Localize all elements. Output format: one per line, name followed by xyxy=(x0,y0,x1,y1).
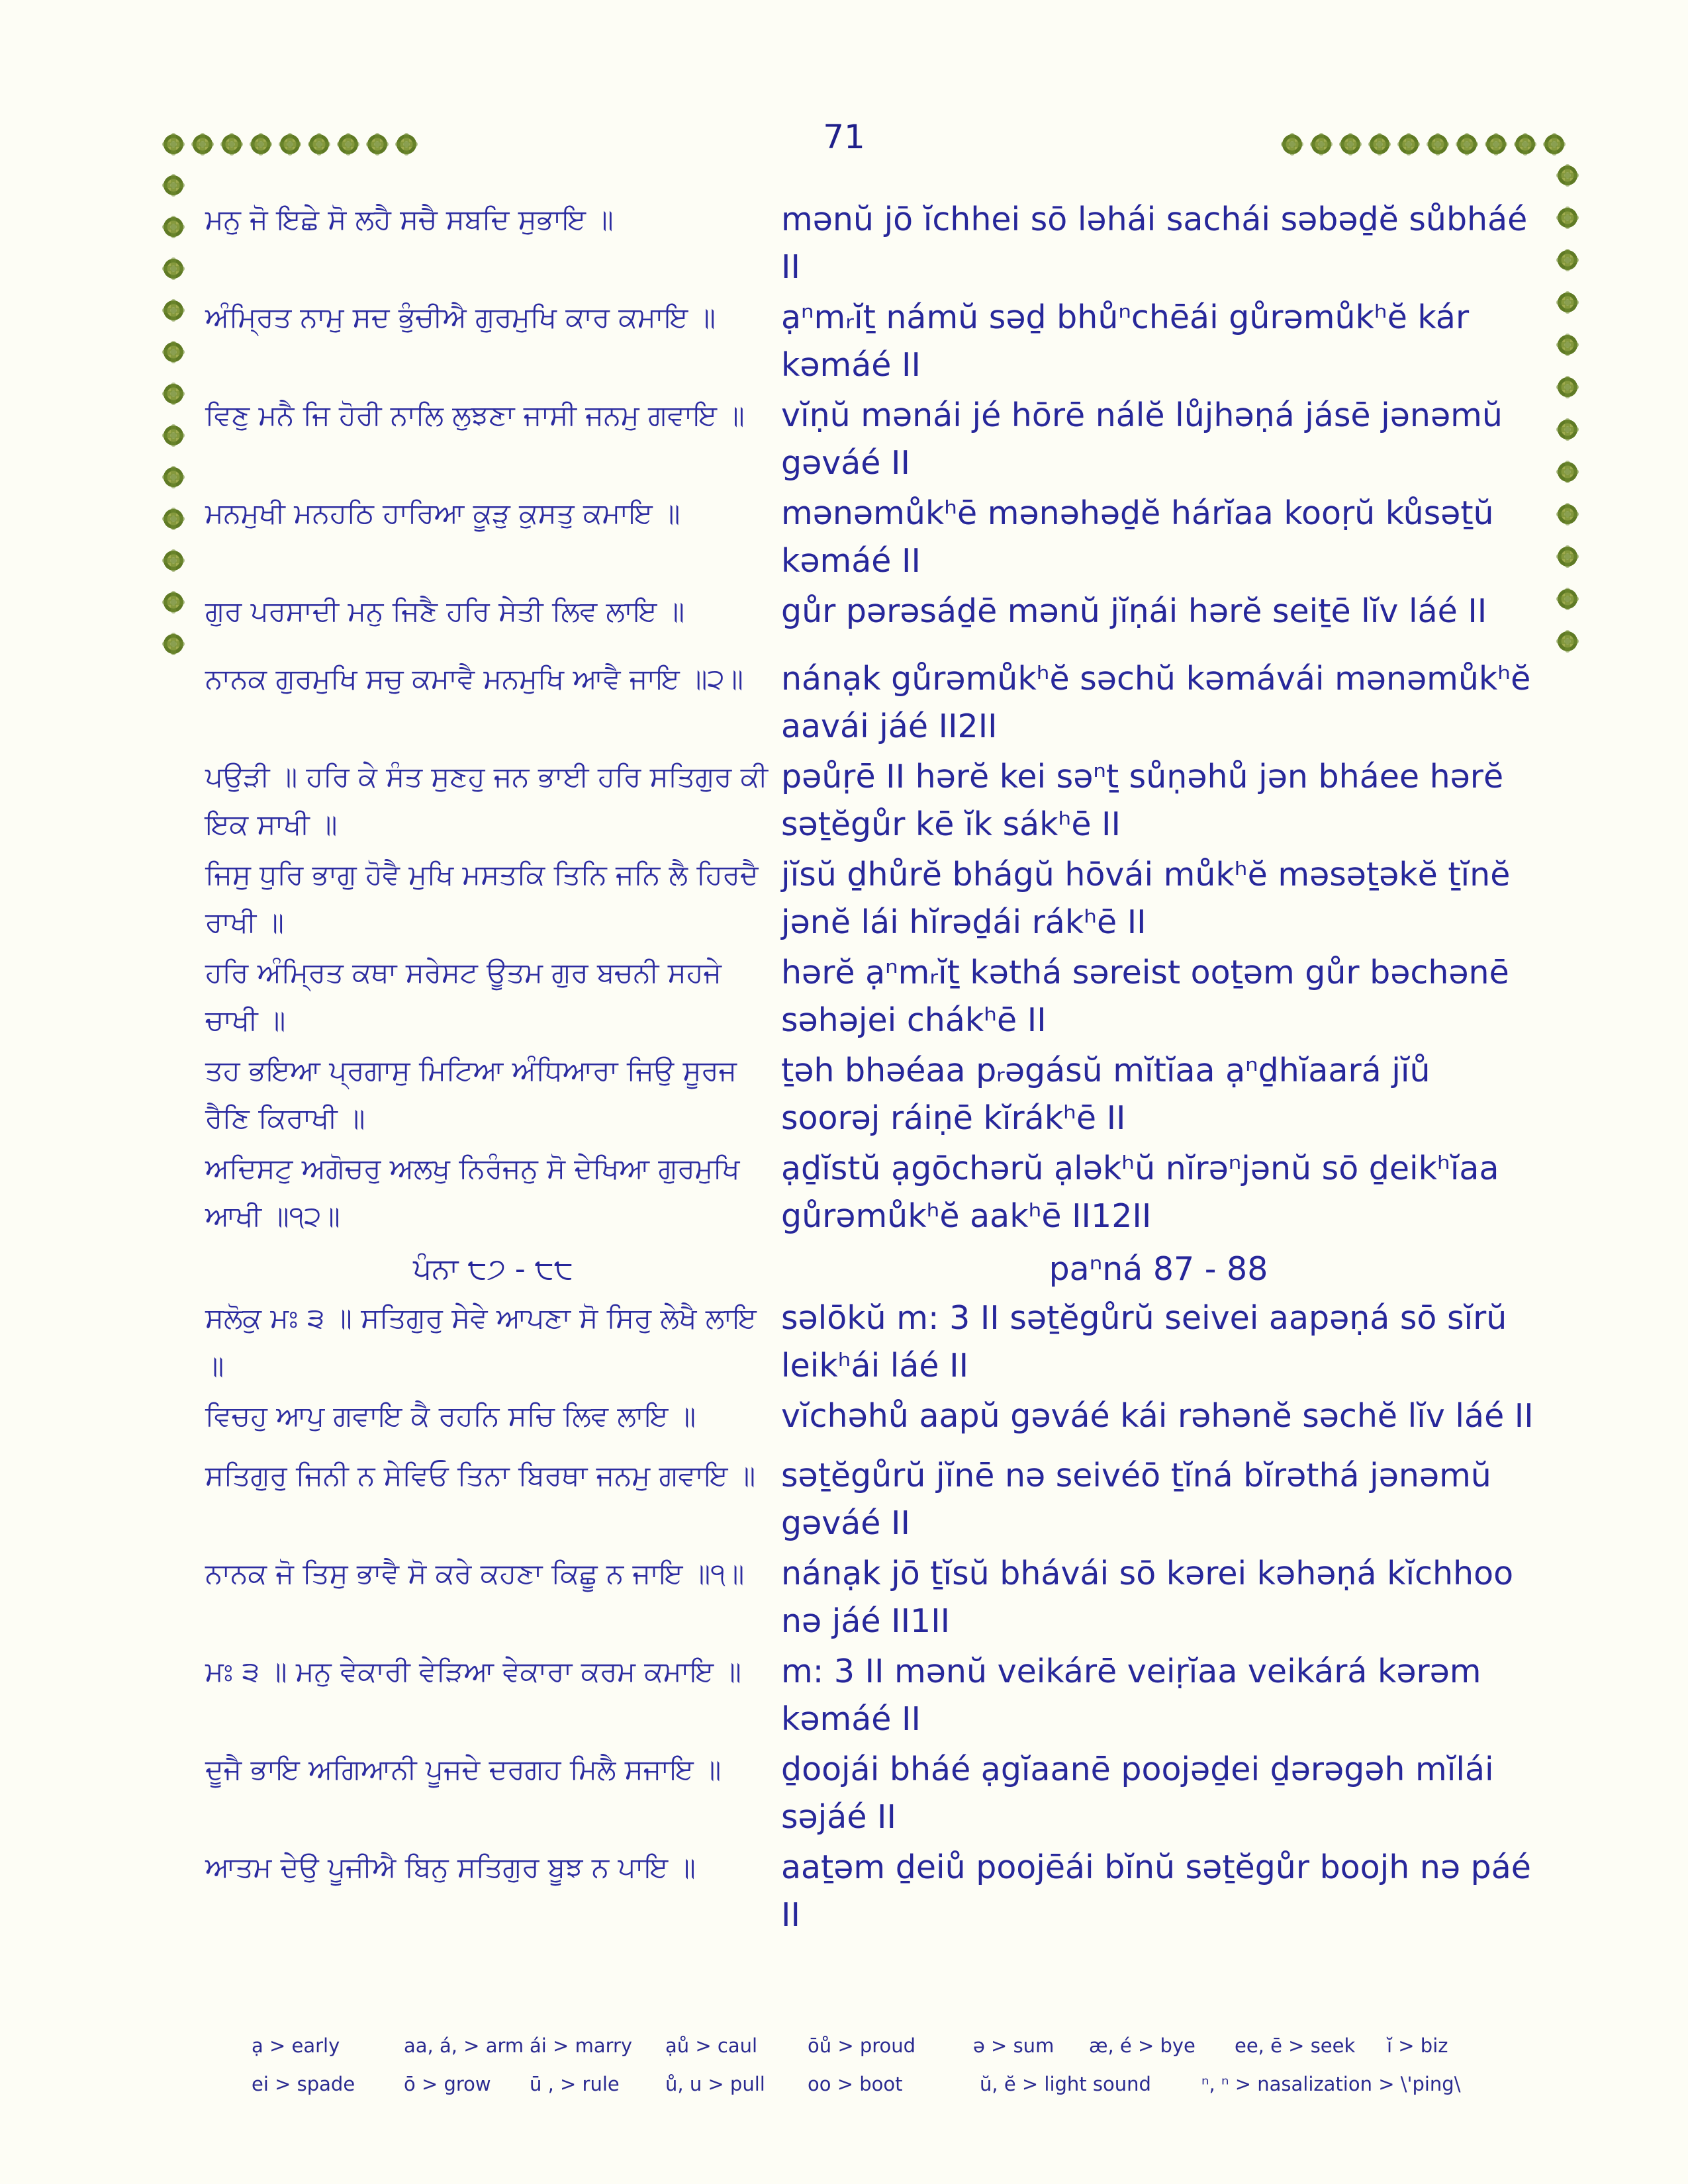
verse-row xyxy=(205,1550,1542,1648)
legend-item: ⁿ, ⁿ > nasalization > \'ping\ xyxy=(1201,2073,1461,2095)
verse-transliteration: vĭṇŭ mənái jé hōrē nálĕ lůjhəṇá jásē jənəmŭ gəváé II xyxy=(781,396,1503,482)
verse-transliteration: səlōkŭ m: 3 II səṯĕgůrŭ seivei aapəṇá sō sĭrŭ leikʰái láé II xyxy=(781,1299,1507,1385)
flower-ornament-icon xyxy=(164,551,183,570)
verse-transliteration: ḏoojái bháé ạgĭaanē poojəḏei ḏərəgəh mĭlái səjáé II xyxy=(781,1751,1494,1836)
page-number: 71 xyxy=(823,118,865,156)
verse-gurmukhi: ਗੁਰ ਪਰਸਾਦੀ ਮਨੁ ਜਿਣੈ ਹਰਿ ਸੇਤੀ ਲਿਵ ਲਾਇ ॥ xyxy=(205,595,685,627)
verse-gurmukhi: ਵਿਣੁ ਮਨੈ ਜਿ ਹੋਰੀ ਨਾਲਿ ਲੁਝਣਾ ਜਾਸੀ ਜਨਮੁ ਗਵਾਇ ॥ xyxy=(205,399,745,432)
flower-ornament-icon xyxy=(309,134,329,154)
flower-ornament-icon xyxy=(1544,134,1564,154)
flower-ornament-icon xyxy=(1558,165,1577,185)
verse-transliteration: səṯĕgůrŭ jĭnē nə seivéō ṯĭná bĭrəthá jənəmŭ gəváé II xyxy=(781,1457,1491,1542)
flower-ornament-icon xyxy=(1558,589,1577,609)
flower-ornament-icon xyxy=(1515,134,1535,154)
verse-row xyxy=(205,1145,1542,1243)
legend-item: ə > sum xyxy=(973,2034,1055,2057)
flower-ornament-icon xyxy=(280,134,300,154)
flower-ornament-icon xyxy=(1558,504,1577,524)
flower-ornament-icon xyxy=(164,384,183,404)
flower-ornament-icon xyxy=(1486,134,1506,154)
flower-ornament-icon xyxy=(164,467,183,487)
flower-ornament-icon xyxy=(1370,134,1389,154)
verse-gurmukhi: ਤਹ ਭਇਆ ਪ੍ਰਗਾਸੁ ਮਿਟਿਆ ਅੰਧਿਆਰਾ ਜਿਉ ਸੂਰਜ ਰੈਣਿ ਕਿਰਾਖੀ ॥ xyxy=(205,1054,737,1134)
flower-ornament-icon xyxy=(338,134,358,154)
verse-transliteration: mənŭ jō ĭchhei sō ləhái sachái səbəḏĕ sůbháé II xyxy=(781,201,1528,286)
verse-row xyxy=(205,1295,1542,1392)
flower-ornament-icon xyxy=(164,509,183,529)
verse-transliteration: m: 3 II mənŭ veikárē veiṛĭaa veikárá kərəm kəmáé II xyxy=(781,1653,1481,1738)
verse-row xyxy=(205,1746,1542,1844)
verse-transliteration: hərĕ ạⁿmᵣĭṯ kəthá səreist ooṯəm gůr bəchənē səhəjei chákʰē II xyxy=(781,954,1509,1039)
verse-row xyxy=(205,294,1542,392)
verse-gurmukhi: ਪਉੜੀ ॥ ਹਰਿ ਕੇ ਸੰਤ ਸੁਣਹੁ ਜਨ ਭਾਈ ਹਰਿ ਸਤਿਗੁਰ ਕੀ ਇਕ ਸਾਖੀ ॥ xyxy=(205,760,768,841)
legend-item: ū , > rule xyxy=(530,2073,620,2095)
heading-gurmukhi: ਪੰਨਾ ੮੭ - ੮੮ xyxy=(413,1251,573,1286)
flower-ornament-icon xyxy=(164,217,183,237)
flower-ornament-icon xyxy=(1428,134,1448,154)
flower-ornament-icon xyxy=(1282,134,1302,154)
legend-item: ĭ > biz xyxy=(1387,2034,1448,2057)
flower-ornament-icon xyxy=(1340,134,1360,154)
verse-transliteration: ṯəh bhəéaa pᵣəgásŭ mĭtĭaa ạⁿḏhĭaará jĭů soorəj ráiṇē kĭrákʰē II xyxy=(781,1052,1430,1137)
flower-ornament-icon xyxy=(164,592,183,612)
legend-item: ei > spade xyxy=(252,2073,355,2095)
pronunciation-legend xyxy=(252,2026,1509,2103)
verse-content xyxy=(205,196,1542,1942)
legend-item: ạ > early xyxy=(252,2034,340,2057)
verse-gurmukhi: ਵਿਚਹੁ ਆਪੁ ਗਵਾਇ ਕੈ ਰਹਨਿ ਸਚਿ ਲਿਵ ਲਾਇ ॥ xyxy=(205,1400,696,1432)
verse-row xyxy=(205,1452,1542,1550)
verse-row xyxy=(205,949,1542,1047)
verse-transliteration: ạⁿmᵣĭṯ námŭ səḏ bhůⁿchēái gůrəmůkʰĕ kár kəmáé II xyxy=(781,298,1470,384)
flower-ornament-icon xyxy=(164,634,183,654)
flower-ornament-icon xyxy=(1457,134,1477,154)
verses-block xyxy=(205,1295,1542,1942)
verse-gurmukhi: ਜਿਸੁ ਧੁਰਿ ਭਾਗੁ ਹੋਵੈ ਮੁਖਿ ਮਸਤਕਿ ਤਿਨਿ ਜਨਿ ਲੈ ਹਿਰਦੈ ਰਾਖੀ ॥ xyxy=(205,858,759,938)
verse-transliteration: nánạk gůrəmůkʰĕ səchŭ kəmávái mənəmůkʰĕ aavái jáé II2II xyxy=(781,660,1531,745)
verse-transliteration: gůr pərəsáḏē mənŭ jĭṇái hərĕ seiṯē lĭv láé II xyxy=(781,592,1487,630)
verse-row xyxy=(205,753,1542,851)
legend-item: ạů > caul xyxy=(665,2034,758,2057)
verse-gurmukhi: ਹਰਿ ਅੰਮ੍ਰਿਤ ਕਥਾ ਸਰੇਸਟ ਊਤਮ ਗੁਰ ਬਚਨੀ ਸਹਜੇ ਚਾਖੀ ॥ xyxy=(205,956,722,1036)
verse-gurmukhi: ਮਃ ੩ ॥ ਮਨੁ ਵੇਕਾਰੀ ਵੇੜਿਆ ਵੇਕਾਰਾ ਕਰਮ ਕਮਾਇ ॥ xyxy=(205,1655,741,1688)
verse-transliteration: ạḏĭstŭ ạgōchərŭ ạləkʰŭ nĭrəⁿjənŭ sō ḏeikʰĭaa gůrəmůkʰĕ aakʰē II12II xyxy=(781,1150,1499,1235)
verse-row xyxy=(205,588,1542,655)
flower-ornament-icon xyxy=(222,134,242,154)
flower-ornament-icon xyxy=(164,175,183,195)
legend-row xyxy=(252,2065,1509,2103)
verse-row xyxy=(205,1047,1542,1145)
verse-gurmukhi: ਅੰਮ੍ਰਿਤ ਨਾਮੁ ਸਦ ਭੁੰਚੀਐ ਗੁਰਮੁਖਿ ਕਾਰ ਕਮਾਇ ॥ xyxy=(205,301,716,334)
flower-ornament-icon xyxy=(397,134,416,154)
flower-ornament-icon xyxy=(1311,134,1331,154)
verse-row xyxy=(205,851,1542,949)
verse-row xyxy=(205,1648,1542,1746)
verse-transliteration: aaṯəm ḏeiů poojēái bĭnŭ səṯĕgůr boojh nə páé II xyxy=(781,1848,1531,1934)
verse-gurmukhi: ਆਤਮ ਦੇਉ ਪੂਜੀਐ ਬਿਨੁ ਸਤਿਗੁਰ ਬੂਝ ਨ ਪਾਇ ॥ xyxy=(205,1851,696,1884)
verse-transliteration: mənəmůkʰē mənəhəḏĕ hárĭaa kooṛŭ kůsəṯŭ kəmáé II xyxy=(781,494,1494,580)
verse-transliteration: nánạk jō ṯĭsŭ bhávái sō kərei kəhəṇá kĭchhoo nə jáé II1II xyxy=(781,1555,1514,1640)
flower-ornament-icon xyxy=(1558,462,1577,482)
legend-item: ō > grow xyxy=(404,2073,491,2095)
legend-item: ů, u > pull xyxy=(665,2073,765,2095)
verse-gurmukhi: ਨਾਨਕ ਗੁਰਮੁਖਿ ਸਚੁ ਕਮਾਵੈ ਮਨਮੁਖਿ ਆਵੈ ਜਾਇ ॥੨॥ xyxy=(205,662,743,695)
flower-ornament-icon xyxy=(193,134,212,154)
verse-row xyxy=(205,490,1542,588)
flower-ornament-icon xyxy=(1558,547,1577,567)
verse-gurmukhi: ਦੂਜੈ ਭਾਇ ਅਗਿਆਨੀ ਪੂਜਦੇ ਦਰਗਹ ਮਿਲੈ ਸਜਾਇ ॥ xyxy=(205,1753,722,1786)
legend-item: oo > boot xyxy=(808,2073,903,2095)
legend-item: æ, é > bye xyxy=(1089,2034,1196,2057)
flower-ornament-icon xyxy=(1399,134,1419,154)
flower-ornament-icon xyxy=(1558,250,1577,270)
heading-translit: paⁿná 87 - 88 xyxy=(1049,1250,1268,1288)
page-range-heading xyxy=(205,1243,1542,1295)
legend-row xyxy=(252,2026,1509,2065)
flower-ornament-icon xyxy=(1558,208,1577,228)
legend-item: ōů > proud xyxy=(808,2034,916,2057)
flower-ornament-icon xyxy=(1558,293,1577,312)
legend-item: ee, ē > seek xyxy=(1235,2034,1356,2057)
legend-item: ŭ, ĕ > light sound xyxy=(980,2073,1151,2095)
flower-ornament-icon xyxy=(251,134,271,154)
flower-ornament-icon xyxy=(1558,631,1577,651)
verse-row xyxy=(205,196,1542,294)
verses-block xyxy=(205,196,1542,1243)
flower-ornament-icon xyxy=(164,426,183,445)
flower-ornament-icon xyxy=(164,259,183,279)
flower-ornament-icon xyxy=(164,300,183,320)
verse-row xyxy=(205,1844,1542,1942)
verse-transliteration: pəůṛē II hərĕ kei səⁿṯ sůṇəhů jən bháee hərĕ səṯĕgůr kē ĭk sákʰē II xyxy=(781,758,1504,843)
legend-item: aa, á, > arm xyxy=(404,2034,524,2057)
flower-ornament-icon xyxy=(1558,420,1577,439)
verse-gurmukhi: ਮਨਮੁਖੀ ਮਨਹਠਿ ਹਾਰਿਆ ਕੂੜੁ ਕੁਸਤੁ ਕਮਾਇ ॥ xyxy=(205,497,680,529)
verse-row xyxy=(205,1392,1542,1452)
legend-item: ái > marry xyxy=(530,2034,633,2057)
verse-gurmukhi: ਸਤਿਗੁਰੁ ਜਿਨੀ ਨ ਸੇਵਿਓ ਤਿਨਾ ਬਿਰਥਾ ਜਨਮੁ ਗਵਾਇ ॥ xyxy=(205,1459,756,1492)
verse-gurmukhi: ਨਾਨਕ ਜੋ ਤਿਸੁ ਭਾਵੈ ਸੋ ਕਰੇ ਕਹਣਾ ਕਿਛੂ ਨ ਜਾਇ ॥੧॥ xyxy=(205,1557,745,1590)
flower-ornament-icon xyxy=(164,134,183,154)
flower-ornament-icon xyxy=(164,342,183,362)
verse-transliteration: vĭchəhů aapŭ gəváé kái rəhənĕ səchĕ lĭv láé II xyxy=(781,1397,1534,1435)
flower-ornament-icon xyxy=(367,134,387,154)
flower-ornament-icon xyxy=(1558,377,1577,397)
flower-ornament-icon xyxy=(1558,335,1577,355)
verse-row xyxy=(205,655,1542,753)
verse-gurmukhi: ਅਦਿਸਟੁ ਅਗੋਚਰੁ ਅਲਖੁ ਨਿਰੰਜਨੁ ਸੋ ਦੇਖਿਆ ਗੁਰਮੁਖਿ ਆਖੀ ॥੧੨॥ xyxy=(205,1152,740,1232)
verse-row xyxy=(205,392,1542,490)
verse-gurmukhi: ਸਲੋਕੁ ਮਃ ੩ ॥ ਸਤਿਗੁਰੁ ਸੇਵੇ ਆਪਣਾ ਸੋ ਸਿਰੁ ਲੇਖੈ ਲਾਇ ॥ xyxy=(205,1302,757,1382)
verse-transliteration: jĭsŭ ḏhůrĕ bhágŭ hōvái můkʰĕ məsəṯəkĕ ṯĭnĕ jənĕ lái hĭrəḏái rákʰē II xyxy=(781,856,1511,941)
verse-gurmukhi: ਮਨੁ ਜੋ ਇਛੇ ਸੋ ਲਹੈ ਸਚੈ ਸਬਦਿ ਸੁਭਾਇ ॥ xyxy=(205,203,614,236)
